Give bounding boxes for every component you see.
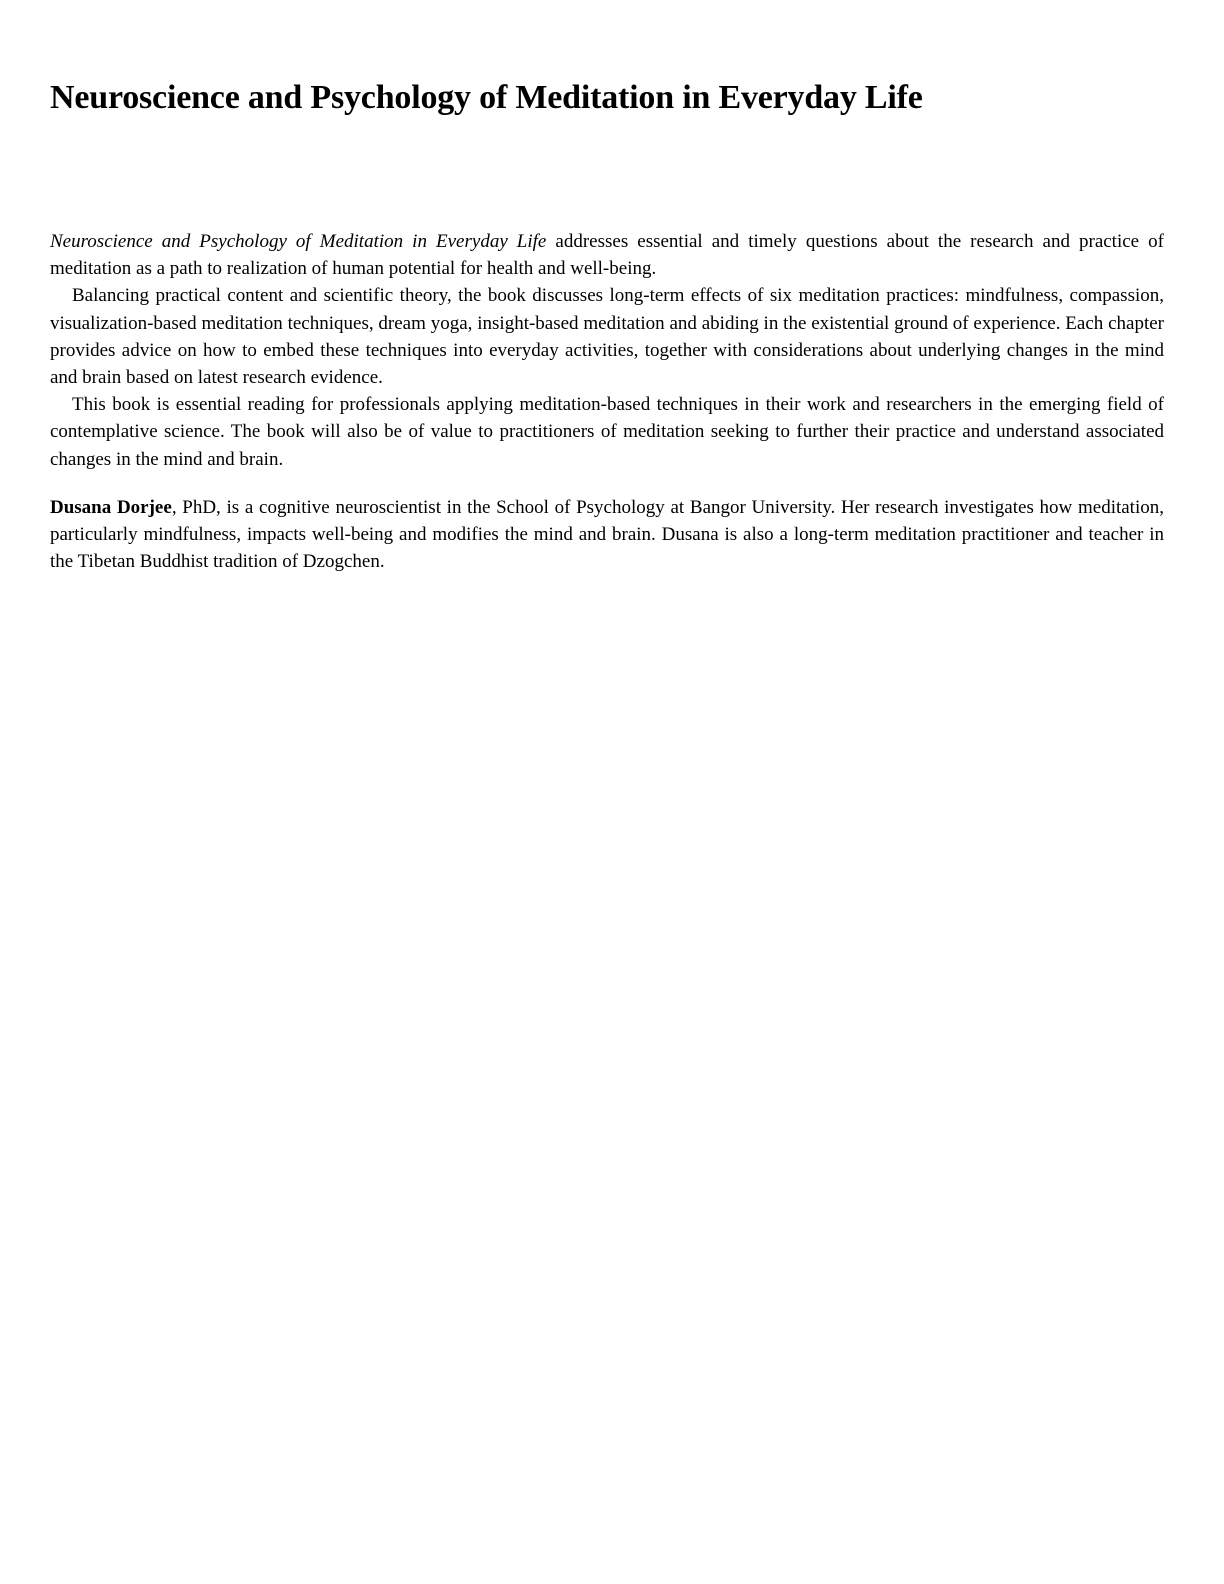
description-paragraph-2: Balancing practical content and scientific theory, the book discusses long-term effects of six meditation practices: mindfulness, compassion, visualization-based meditation techniques, dream yoga, insight-based meditation and abiding in the existential ground of experience. Each chapter provides advice on how to embed these techniques into everyday activities, together with considerations about underlying changes in the mind and brain based on latest research evidence. <box>50 285 1164 389</box>
description-paragraph-1-text: addresses essential and timely questions about the research and practice of meditation as a path to realization of human potential for health and well-being. <box>50 231 1164 280</box>
author-name: Dusana Dorjee <box>50 496 172 518</box>
description-paragraph-3: This book is essential reading for professionals applying meditation-based techniques in their work and researchers in the emerging field of contemplative science. The book will also be of value to practitioners of meditation seeking to further their practice and understand associated changes in the mind and brain. <box>50 394 1164 470</box>
book-title-italic: Neuroscience and Psychology of Meditation in Everyday Life <box>50 231 547 252</box>
book-description <box>50 228 1164 575</box>
page-title: Neuroscience and Psychology of Meditation in Everyday Life <box>50 79 923 116</box>
author-bio <box>50 494 1164 576</box>
author-bio-text: , PhD, is a cognitive neuroscientist in the School of Psychology at Bangor University. Her research investigates how meditation, particularly mindfulness, impacts well-being and modifies the mind and brain. Dusana is also a long-term meditation practitioner and teacher in the Tibetan Buddhist tradition of Dzogchen. <box>50 496 1164 573</box>
description-paragraph-1 <box>50 228 1164 282</box>
